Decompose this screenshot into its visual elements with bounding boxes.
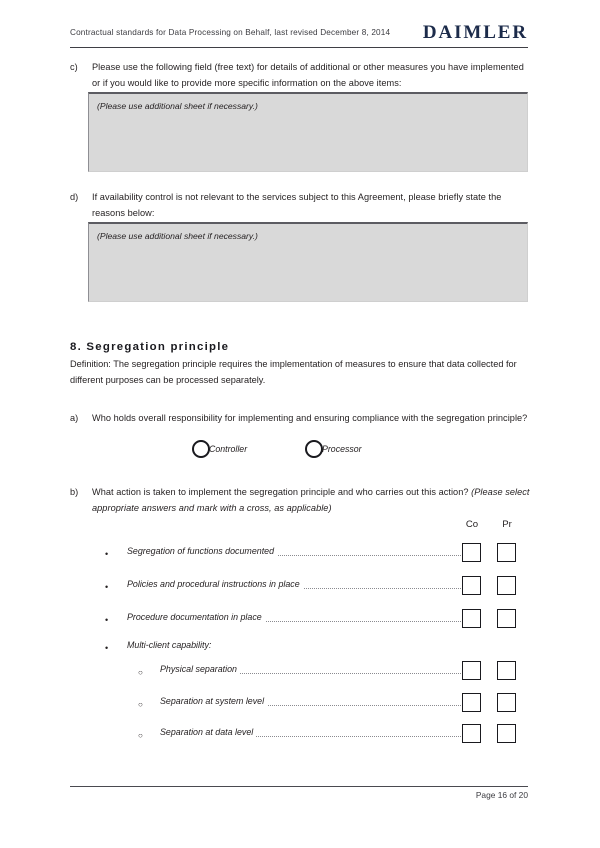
table-row — [70, 609, 530, 631]
free-text-box-d-hint: (Please use additional sheet if necessary.) — [97, 231, 258, 241]
column-header-co: Co — [465, 519, 479, 530]
page-header — [70, 22, 528, 50]
checkbox-pr[interactable] — [497, 543, 516, 562]
checkbox-co[interactable] — [462, 543, 481, 562]
bullet-circle-icon: ○ — [138, 700, 143, 709]
free-text-box-c-hint: (Please use additional sheet if necessary.) — [97, 101, 258, 111]
checkbox-co[interactable] — [462, 724, 481, 743]
radio-circle-icon[interactable] — [192, 440, 210, 458]
bullet-disc-icon: • — [105, 643, 109, 653]
checklist-item-label: Policies and procedural instructions in place — [127, 579, 303, 589]
table-row — [70, 693, 530, 715]
checklist-item-label: Physical separation — [160, 664, 240, 674]
question-b-text-italic: (Please select appropriate answers and mark with a cross, as applicable) — [92, 487, 530, 513]
table-row — [70, 576, 530, 598]
checklist-item-label: Procedure documentation in place — [127, 612, 265, 622]
checkbox-pr[interactable] — [497, 661, 516, 680]
header-divider — [70, 47, 528, 48]
question-d-marker: d) — [70, 192, 79, 202]
question-b — [70, 485, 530, 516]
question-a-marker: a) — [70, 413, 79, 423]
checkbox-pr[interactable] — [497, 724, 516, 743]
question-a-text: Who holds overall responsibility for implementing and ensuring compliance with the segregation principle? — [92, 413, 528, 423]
question-c — [70, 60, 530, 91]
section-heading: 8. Segregation principle — [70, 341, 230, 353]
free-text-box-c[interactable] — [88, 92, 528, 172]
question-d-text: If availability control is not relevant to the services subject to this Agreement, please briefly state the reasons below: — [92, 192, 502, 218]
bullet-disc-icon: • — [105, 549, 109, 559]
question-d — [70, 190, 530, 221]
checkbox-co[interactable] — [462, 661, 481, 680]
checklist-item-label: Separation at data level — [160, 727, 256, 737]
checkbox-pr[interactable] — [497, 693, 516, 712]
header-document-title: Contractual standards for Data Processing on Behalf, last revised December 8, 2014 — [70, 28, 391, 37]
question-b-text-plain: What action is taken to implement the segregation principle and who carries out this action? — [92, 487, 472, 497]
table-row — [70, 661, 530, 683]
question-c-text: Please use the following field (free text) for details of additional or other measures you have implemented or if you would like to provide more specific information on the above items: — [92, 62, 524, 88]
question-c-marker: c) — [70, 62, 78, 72]
radio-option-controller[interactable] — [192, 437, 247, 461]
radio-option-processor[interactable] — [305, 437, 362, 461]
page-number: Page 16 of 20 — [475, 790, 528, 800]
checklist-item-label: Separation at system level — [160, 696, 267, 706]
bullet-circle-icon: ○ — [138, 731, 143, 740]
checklist-item-label: Segregation of functions documented — [127, 546, 277, 556]
footer-divider — [70, 786, 528, 787]
bullet-disc-icon: • — [105, 582, 109, 592]
column-header-pr: Pr — [502, 519, 512, 530]
bullet-disc-icon: • — [105, 615, 109, 625]
checklist-item-label: Multi-client capability: — [127, 640, 214, 650]
checkbox-pr[interactable] — [497, 576, 516, 595]
checkbox-co[interactable] — [462, 576, 481, 595]
radio-option-controller-label: Controller — [209, 444, 248, 454]
responsibility-radio-group — [70, 437, 530, 461]
checkbox-co[interactable] — [462, 693, 481, 712]
table-row — [70, 637, 530, 659]
daimler-logo: DAIMLER — [422, 22, 528, 43]
bullet-circle-icon: ○ — [138, 668, 143, 677]
radio-circle-icon[interactable] — [305, 440, 323, 458]
checkbox-co[interactable] — [462, 609, 481, 628]
question-a — [70, 411, 530, 427]
free-text-box-d[interactable] — [88, 222, 528, 302]
question-b-text — [92, 485, 530, 516]
question-b-marker: b) — [70, 487, 79, 497]
section-definition: Definition: The segregation principle requires the implementation of measures to ensure that data collected for different purposes can be processed separately. — [70, 359, 517, 385]
table-row — [70, 543, 530, 565]
radio-option-processor-label: Processor — [322, 444, 362, 454]
table-row — [70, 724, 530, 746]
checkbox-column-headers — [70, 519, 530, 533]
checkbox-pr[interactable] — [497, 609, 516, 628]
